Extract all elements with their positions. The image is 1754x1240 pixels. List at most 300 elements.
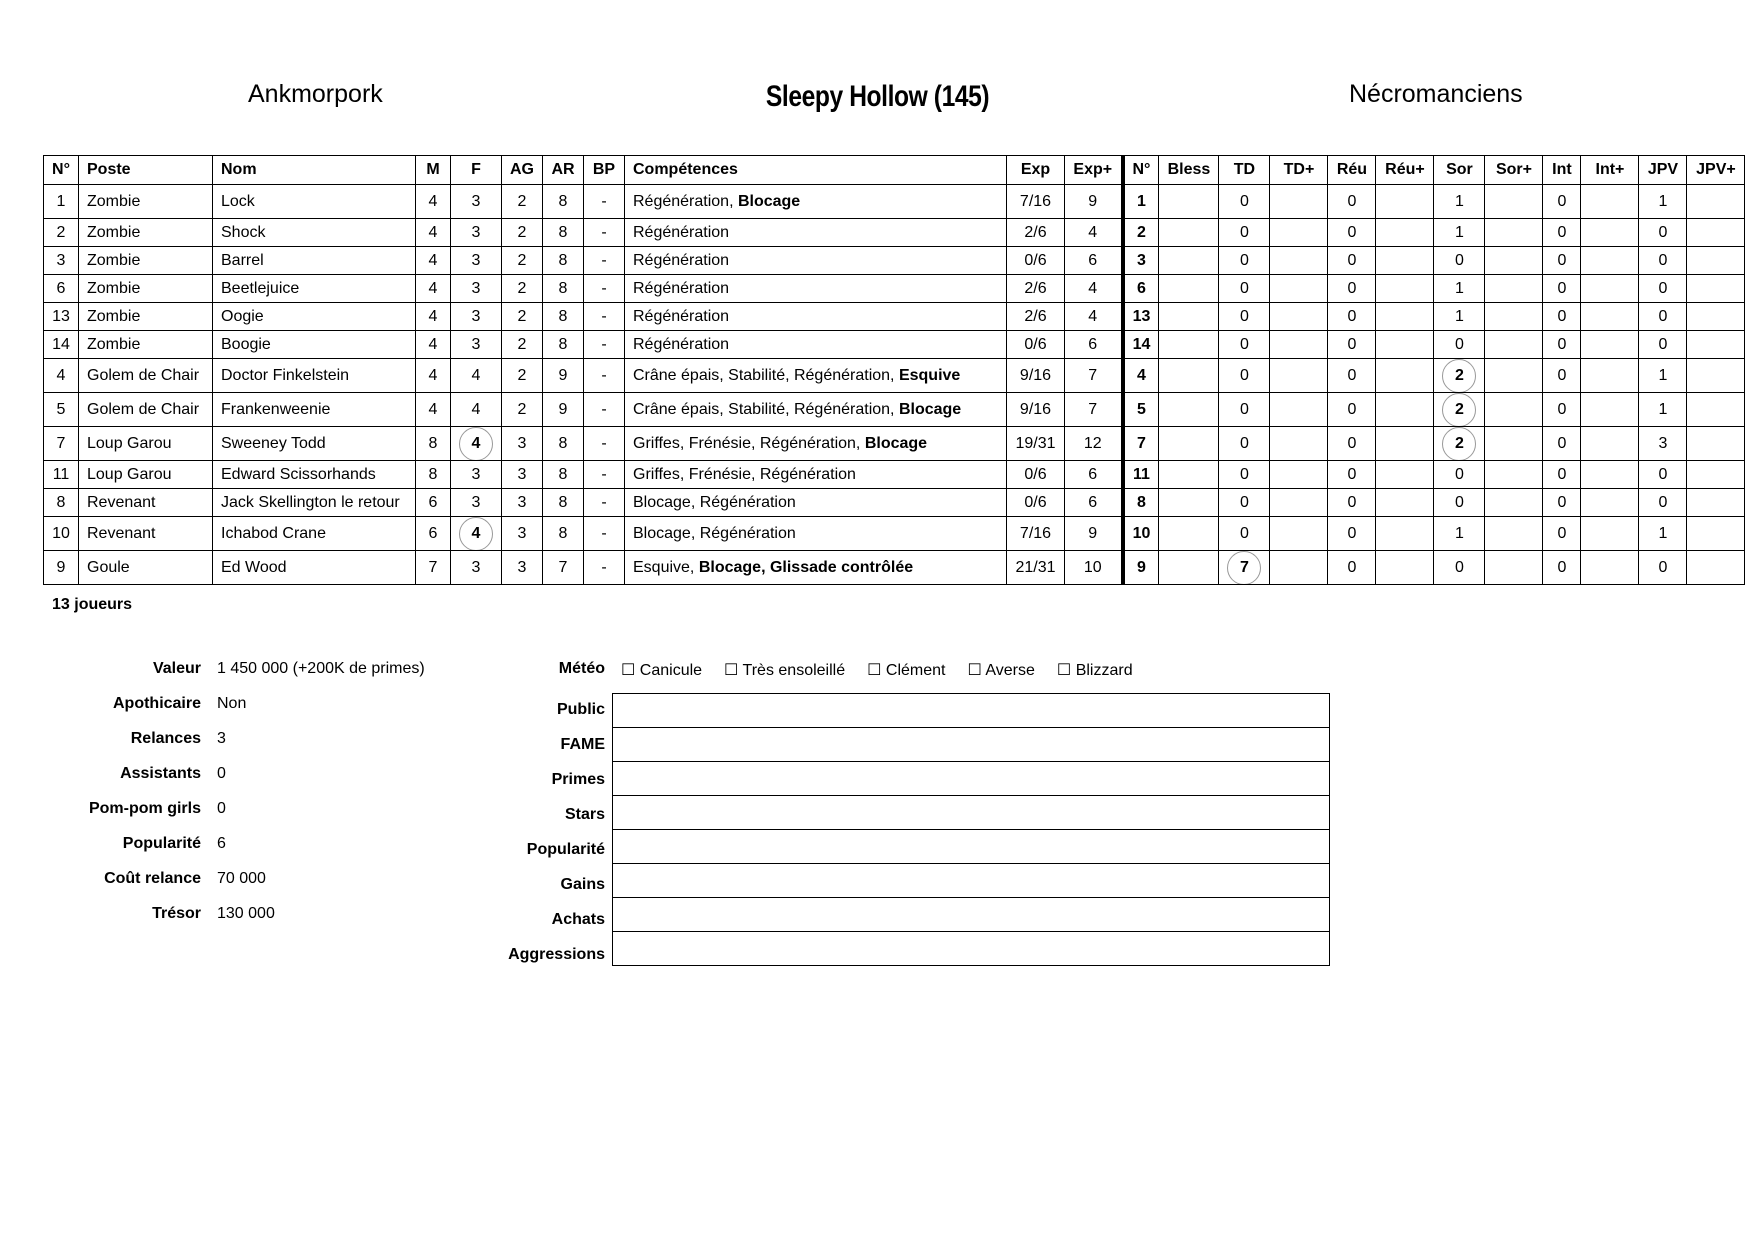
table-cell-ar: 7 (543, 551, 584, 585)
table-cell-reu: 0 (1328, 247, 1376, 275)
table-cell-m: 4 (416, 303, 451, 331)
table-cell-poste: Loup Garou (79, 427, 213, 461)
table-cell-bp: - (584, 331, 625, 359)
column-header: Réu+ (1376, 156, 1434, 185)
team-info-row (60, 660, 477, 695)
table-cell-bless (1159, 427, 1219, 461)
table-cell-f: 4 (451, 359, 502, 393)
table-cell-int: 0 (1543, 275, 1581, 303)
team-info-row (60, 905, 477, 940)
table-cell-sor: 1 (1434, 303, 1485, 331)
meteo-option-checkbox[interactable]: ☐ Très ensoleillé (724, 662, 846, 679)
match-field-boxes (612, 693, 1330, 966)
table-cell-reup (1376, 185, 1434, 219)
table-cell-sor: 0 (1434, 247, 1485, 275)
meteo-row (480, 660, 1133, 695)
skills-text: Régénération (633, 307, 730, 325)
table-cell-ag: 3 (502, 461, 543, 489)
table-cell-tdp (1270, 489, 1328, 517)
table-cell-num2: 4 (1123, 359, 1159, 393)
team-info-row (60, 765, 477, 800)
table-cell-nom: Ichabod Crane (213, 517, 416, 551)
table-cell-td: 0 (1219, 427, 1270, 461)
table-cell-sorp (1485, 331, 1543, 359)
meteo-option-checkbox[interactable]: ☐ Averse (967, 662, 1035, 679)
table-cell-bp: - (584, 185, 625, 219)
table-cell-m: 8 (416, 427, 451, 461)
table-cell-int: 0 (1543, 551, 1581, 585)
table-cell-exp: 9/16 (1007, 359, 1065, 393)
table-cell-exp: 7/16 (1007, 185, 1065, 219)
table-cell-skills (625, 551, 1007, 585)
table-cell-m: 8 (416, 461, 451, 489)
table-cell-skills (625, 427, 1007, 461)
table-cell-ag: 2 (502, 393, 543, 427)
table-cell-m: 4 (416, 247, 451, 275)
table-cell-sor: 1 (1434, 275, 1485, 303)
table-cell-m: 4 (416, 359, 451, 393)
skills-text: Régénération (633, 251, 730, 269)
table-row (44, 489, 1745, 517)
table-cell-td: 0 (1219, 461, 1270, 489)
table-cell-num: 2 (44, 219, 79, 247)
table-cell-skills (625, 393, 1007, 427)
table-cell-tdp (1270, 275, 1328, 303)
table-cell-f: 3 (451, 185, 502, 219)
match-field-label: Gains (560, 876, 605, 893)
match-field-box[interactable] (613, 796, 1330, 830)
team-info-label: Pom-pom girls (88, 800, 201, 817)
match-field-box[interactable] (613, 728, 1330, 762)
table-cell-nom: Ed Wood (213, 551, 416, 585)
match-field-label: FAME (560, 736, 605, 753)
column-header: Poste (79, 156, 213, 185)
column-header: Sor (1434, 156, 1485, 185)
table-cell-skills (625, 303, 1007, 331)
table-cell-m: 4 (416, 393, 451, 427)
team-info-value: 6 (217, 835, 226, 852)
table-cell-expp: 4 (1065, 275, 1123, 303)
table-cell-m: 4 (416, 275, 451, 303)
table-cell-f: 3 (451, 275, 502, 303)
table-cell-nom: Boogie (213, 331, 416, 359)
team-info (60, 660, 477, 940)
roster-header-row (44, 156, 1745, 185)
table-cell-tdp (1270, 303, 1328, 331)
table-cell-td: 0 (1219, 393, 1270, 427)
table-cell-num: 13 (44, 303, 79, 331)
team-info-label: Relances (130, 730, 201, 747)
table-cell-ag: 2 (502, 303, 543, 331)
table-cell-tdp (1270, 551, 1328, 585)
table-cell-poste: Revenant (79, 489, 213, 517)
table-cell-nom: Barrel (213, 247, 416, 275)
table-cell-nom: Sweeney Todd (213, 427, 416, 461)
roster-table (43, 155, 1745, 585)
match-field-label: Popularité (526, 841, 605, 858)
table-cell-num: 4 (44, 359, 79, 393)
table-cell-jpv: 0 (1639, 219, 1687, 247)
table-cell-int: 0 (1543, 489, 1581, 517)
table-cell-bp: - (584, 393, 625, 427)
table-cell-poste: Zombie (79, 331, 213, 359)
table-cell-num2: 5 (1123, 393, 1159, 427)
table-cell-jpvp (1687, 517, 1745, 551)
table-cell-reu: 0 (1328, 359, 1376, 393)
table-row (44, 551, 1745, 585)
table-cell-num: 5 (44, 393, 79, 427)
match-field-label: Primes (551, 771, 605, 788)
table-cell-reup (1376, 489, 1434, 517)
table-cell-intp (1581, 247, 1639, 275)
table-cell-exp: 0/6 (1007, 461, 1065, 489)
table-cell-f (451, 517, 502, 551)
skills-bold-text: Blocage, Glissade contrôlée (694, 558, 914, 576)
table-cell-sorp (1485, 427, 1543, 461)
skills-bold-text: Esquive (894, 366, 961, 384)
table-cell-expp: 10 (1065, 551, 1123, 585)
column-header: Réu (1328, 156, 1376, 185)
column-header: Compétences (625, 156, 1007, 185)
table-cell-skills (625, 461, 1007, 489)
table-row (44, 303, 1745, 331)
table-cell-reu: 0 (1328, 489, 1376, 517)
team-info-row (60, 730, 477, 765)
table-cell-sorp (1485, 393, 1543, 427)
match-field-label: Public (556, 701, 605, 718)
circled-value: 4 (459, 427, 493, 461)
team-info-value: 130 000 (217, 905, 275, 922)
team-info-value: Non (217, 695, 247, 712)
table-cell-reup (1376, 331, 1434, 359)
circled-value: 2 (1442, 359, 1476, 393)
table-cell-expp: 7 (1065, 393, 1123, 427)
table-cell-jpv: 3 (1639, 427, 1687, 461)
skills-text: Régénération (633, 279, 730, 297)
match-field-box[interactable] (613, 898, 1330, 932)
table-cell-expp: 6 (1065, 247, 1123, 275)
table-cell-tdp (1270, 427, 1328, 461)
table-cell-sorp (1485, 359, 1543, 393)
table-cell-num2: 6 (1123, 275, 1159, 303)
table-cell-exp: 19/31 (1007, 427, 1065, 461)
column-header: JPV (1639, 156, 1687, 185)
table-cell-jpv: 0 (1639, 551, 1687, 585)
table-cell-jpv: 0 (1639, 461, 1687, 489)
table-cell-int: 0 (1543, 219, 1581, 247)
table-cell-sorp (1485, 247, 1543, 275)
table-cell-bp: - (584, 427, 625, 461)
table-cell-reup (1376, 461, 1434, 489)
table-cell-jpv: 0 (1639, 331, 1687, 359)
team-info-row (60, 800, 477, 835)
table-cell-num: 3 (44, 247, 79, 275)
table-cell-num2: 14 (1123, 331, 1159, 359)
table-cell-jpvp (1687, 393, 1745, 427)
table-cell-reu: 0 (1328, 517, 1376, 551)
table-cell-ag: 2 (502, 359, 543, 393)
table-cell-expp: 9 (1065, 185, 1123, 219)
table-cell-num: 7 (44, 427, 79, 461)
skills-text: Blocage, Régénération (633, 524, 796, 542)
column-header: BP (584, 156, 625, 185)
table-cell-sor: 1 (1434, 185, 1485, 219)
table-cell-bp: - (584, 275, 625, 303)
table-cell-ar: 8 (543, 275, 584, 303)
circled-value: 2 (1442, 427, 1476, 461)
table-cell-td: 0 (1219, 359, 1270, 393)
table-cell-skills (625, 275, 1007, 303)
skills-bold-text: Blocage (894, 400, 962, 418)
table-cell-ar: 8 (543, 461, 584, 489)
meteo-option-checkbox[interactable]: ☐ Blizzard (1056, 662, 1133, 679)
table-cell-td: 0 (1219, 489, 1270, 517)
table-cell-expp: 6 (1065, 489, 1123, 517)
table-row (44, 185, 1745, 219)
column-header: TD (1219, 156, 1270, 185)
table-cell-td: 0 (1219, 247, 1270, 275)
table-cell-sor: 0 (1434, 551, 1485, 585)
table-cell-sorp (1485, 461, 1543, 489)
table-cell-num2: 3 (1123, 247, 1159, 275)
table-cell-bless (1159, 275, 1219, 303)
table-cell-ar: 8 (543, 185, 584, 219)
match-field-box[interactable] (613, 864, 1330, 898)
table-cell-jpvp (1687, 551, 1745, 585)
table-cell-poste: Zombie (79, 275, 213, 303)
table-cell-jpvp (1687, 185, 1745, 219)
table-cell-td: 0 (1219, 275, 1270, 303)
table-cell-bless (1159, 185, 1219, 219)
table-cell-tdp (1270, 517, 1328, 551)
table-cell-num2: 2 (1123, 219, 1159, 247)
table-cell-bless (1159, 247, 1219, 275)
team-title: Sleepy Hollow (145) (765, 80, 990, 113)
table-cell-sor: 0 (1434, 331, 1485, 359)
table-cell-tdp (1270, 219, 1328, 247)
table-cell-nom: Edward Scissorhands (213, 461, 416, 489)
table-cell-jpv: 1 (1639, 185, 1687, 219)
table-cell-skills (625, 359, 1007, 393)
table-cell-num2: 11 (1123, 461, 1159, 489)
table-cell-ar: 8 (543, 247, 584, 275)
table-cell-tdp (1270, 331, 1328, 359)
table-cell-bp: - (584, 359, 625, 393)
table-cell-bp: - (584, 219, 625, 247)
table-cell-skills (625, 185, 1007, 219)
column-header: Exp+ (1065, 156, 1123, 185)
table-cell-intp (1581, 461, 1639, 489)
table-cell-nom: Doctor Finkelstein (213, 359, 416, 393)
meteo-option-checkbox[interactable]: ☐ Clément (867, 662, 946, 679)
match-field-labels (480, 693, 605, 973)
table-cell-bless (1159, 331, 1219, 359)
table-cell-m: 6 (416, 517, 451, 551)
table-cell-exp: 9/16 (1007, 393, 1065, 427)
team-info-label: Assistants (120, 765, 201, 782)
table-cell-jpvp (1687, 275, 1745, 303)
table-cell-f: 3 (451, 489, 502, 517)
table-cell-jpvp (1687, 219, 1745, 247)
table-cell-intp (1581, 427, 1639, 461)
table-cell-ag: 2 (502, 275, 543, 303)
match-field-box[interactable] (613, 932, 1330, 966)
table-cell-bp: - (584, 247, 625, 275)
table-cell-reup (1376, 427, 1434, 461)
table-cell-reu: 0 (1328, 393, 1376, 427)
column-header: Nom (213, 156, 416, 185)
table-cell-sor: 0 (1434, 489, 1485, 517)
table-cell-jpv: 1 (1639, 359, 1687, 393)
table-cell-sor (1434, 427, 1485, 461)
table-cell-intp (1581, 303, 1639, 331)
table-cell-reu: 0 (1328, 219, 1376, 247)
table-cell-num: 9 (44, 551, 79, 585)
table-cell-tdp (1270, 393, 1328, 427)
table-row (44, 247, 1745, 275)
skills-text: Régénération (633, 335, 730, 353)
column-header: Exp (1007, 156, 1065, 185)
team-info-value: 0 (217, 765, 226, 782)
table-cell-sor: 0 (1434, 461, 1485, 489)
table-cell-jpvp (1687, 303, 1745, 331)
table-row (44, 517, 1745, 551)
table-cell-f: 3 (451, 461, 502, 489)
table-cell-m: 4 (416, 185, 451, 219)
table-cell-jpv: 0 (1639, 489, 1687, 517)
team-info-value: 0 (217, 800, 226, 817)
table-cell-poste: Loup Garou (79, 461, 213, 489)
table-cell-reup (1376, 275, 1434, 303)
table-cell-jpvp (1687, 427, 1745, 461)
table-cell-poste: Revenant (79, 517, 213, 551)
table-cell-int: 0 (1543, 393, 1581, 427)
table-cell-poste: Goule (79, 551, 213, 585)
table-cell-ar: 8 (543, 489, 584, 517)
table-cell-ag: 3 (502, 517, 543, 551)
skills-bold-text: Blocage (860, 434, 928, 452)
table-cell-ag: 3 (502, 489, 543, 517)
table-cell-skills (625, 331, 1007, 359)
table-cell-reup (1376, 219, 1434, 247)
skills-text: Griffes, Frénésie, Régénération, (633, 434, 861, 452)
table-cell-jpvp (1687, 331, 1745, 359)
table-cell-bless (1159, 219, 1219, 247)
table-cell-nom: Frankenweenie (213, 393, 416, 427)
table-cell-intp (1581, 219, 1639, 247)
skills-text: Esquive, (633, 558, 695, 576)
circled-value: 7 (1227, 551, 1261, 585)
table-cell-tdp (1270, 359, 1328, 393)
table-cell-ag: 3 (502, 427, 543, 461)
column-header: Int (1543, 156, 1581, 185)
table-cell-reup (1376, 517, 1434, 551)
table-cell-jpv: 0 (1639, 303, 1687, 331)
match-field-box[interactable] (613, 762, 1330, 796)
table-cell-poste: Zombie (79, 303, 213, 331)
table-cell-exp: 7/16 (1007, 517, 1065, 551)
table-cell-num: 11 (44, 461, 79, 489)
team-city: Ankmorpork (248, 80, 383, 108)
match-field-box[interactable] (613, 830, 1330, 864)
table-cell-expp: 4 (1065, 219, 1123, 247)
table-cell-sorp (1485, 303, 1543, 331)
table-row (44, 275, 1745, 303)
table-cell-ar: 8 (543, 303, 584, 331)
team-info-label: Coût relance (104, 870, 201, 887)
table-cell-reup (1376, 551, 1434, 585)
table-cell-jpv: 1 (1639, 517, 1687, 551)
table-cell-exp: 0/6 (1007, 247, 1065, 275)
table-cell-jpv: 0 (1639, 247, 1687, 275)
match-field-label: Achats (551, 911, 605, 928)
team-info-value: 70 000 (217, 870, 266, 887)
table-cell-ar: 8 (543, 219, 584, 247)
table-cell-reup (1376, 393, 1434, 427)
table-cell-m: 7 (416, 551, 451, 585)
table-cell-ar: 9 (543, 359, 584, 393)
table-cell-intp (1581, 275, 1639, 303)
table-cell-expp: 6 (1065, 461, 1123, 489)
table-cell-intp (1581, 551, 1639, 585)
table-cell-int: 0 (1543, 247, 1581, 275)
table-cell-num2: 9 (1123, 551, 1159, 585)
circled-value: 2 (1442, 393, 1476, 427)
table-cell-exp: 0/6 (1007, 331, 1065, 359)
table-cell-sor (1434, 359, 1485, 393)
table-cell-f: 3 (451, 303, 502, 331)
meteo-option-checkbox[interactable]: ☐ Canicule (621, 662, 703, 679)
column-header: F (451, 156, 502, 185)
table-cell-jpvp (1687, 247, 1745, 275)
team-info-row (60, 695, 477, 730)
table-cell-exp: 2/6 (1007, 275, 1065, 303)
table-cell-reu: 0 (1328, 185, 1376, 219)
table-cell-expp: 9 (1065, 517, 1123, 551)
table-cell-f: 4 (451, 393, 502, 427)
table-row (44, 331, 1745, 359)
table-cell-nom: Jack Skellington le retour (213, 489, 416, 517)
table-cell-int: 0 (1543, 331, 1581, 359)
table-cell-intp (1581, 331, 1639, 359)
table-cell-bp: - (584, 489, 625, 517)
table-cell-intp (1581, 185, 1639, 219)
table-cell-bless (1159, 359, 1219, 393)
table-cell-ag: 2 (502, 247, 543, 275)
table-cell-bless (1159, 551, 1219, 585)
match-field-box[interactable] (613, 694, 1330, 728)
table-cell-skills (625, 219, 1007, 247)
table-cell-jpv: 0 (1639, 275, 1687, 303)
column-header: Int+ (1581, 156, 1639, 185)
table-cell-bless (1159, 461, 1219, 489)
table-cell-poste: Zombie (79, 219, 213, 247)
skills-text: Crâne épais, Stabilité, Régénération, (633, 400, 895, 418)
table-cell-nom: Lock (213, 185, 416, 219)
table-cell-sor: 1 (1434, 219, 1485, 247)
team-info-row (60, 870, 477, 905)
team-info-value: 3 (217, 730, 226, 747)
table-cell-reup (1376, 359, 1434, 393)
table-cell-nom: Oogie (213, 303, 416, 331)
table-cell-int: 0 (1543, 517, 1581, 551)
table-cell-intp (1581, 393, 1639, 427)
table-cell-poste: Golem de Chair (79, 359, 213, 393)
table-cell-num: 8 (44, 489, 79, 517)
table-cell-sorp (1485, 489, 1543, 517)
table-cell-poste: Zombie (79, 247, 213, 275)
table-cell-ag: 2 (502, 185, 543, 219)
